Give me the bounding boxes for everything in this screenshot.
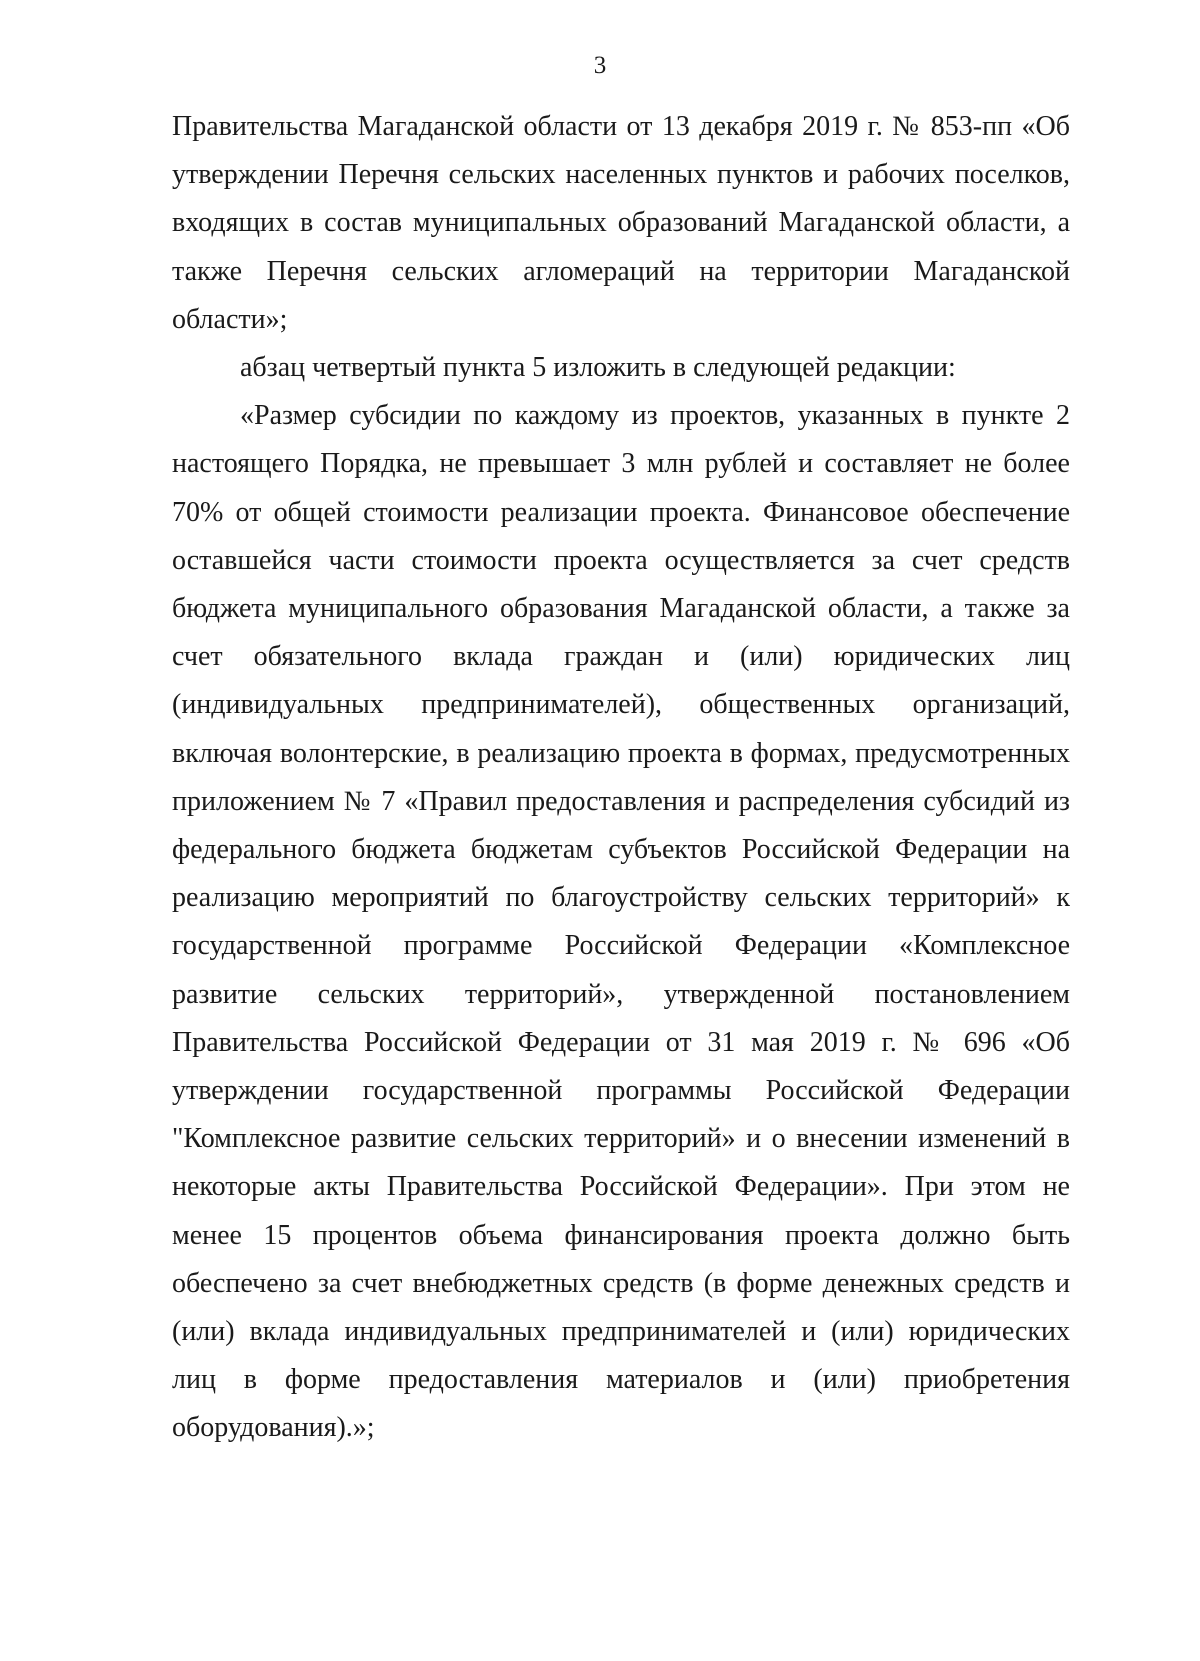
page-number: 3 (593, 52, 607, 79)
paragraph-instruction: абзац четвертый пункта 5 изложить в следующей редакции: (240, 352, 956, 384)
document-body (172, 103, 1070, 1453)
paragraph-continuation: Правительства Магаданской области от 13 декабря 2019 г. № 853-пп «Об утверждении Перечня сельских населенных пунктов и рабочих поселков, входящих в состав муниципальных образований Магаданской области, а также Перечня сельских агломераций на территории Магаданской области»; (172, 111, 1070, 335)
paragraph-amendment-text: «Размер субсидии по каждому из проектов, указанных в пункте 2 настоящего Порядка, не превышает 3 млн рублей и составляет не более 70% от общей стоимости реализации проекта. Финансовое обеспечение оставшейся части стоимости проекта осуществляется за счет средств бюджета муниципального образования Магаданской области, а также за счет обязательного вклада граждан и (или) юридических лиц (индивидуальных предпринимателей), общественных организаций, включая волонтерские, в реализацию проекта в формах, предусмотренных приложением № 7 «Правил предоставления и распределения субсидий из федерального бюджета бюджетам субъектов Российской Федерации на реализацию мероприятий по благоустройству сельских территорий» к государственной программе Российской Федерации «Комплексное развитие сельских территорий», утвержденной постановлением Правительства Российской Федерации от 31 мая 2019 г. № 696 «Об утверждении государственной программы Российской Федерации "Комплексное развитие сельских территорий» и о внесении изменений в некоторые акты Правительства Российской Федерации». При этом не менее 15 процентов объема финансирования проекта должно быть обеспечено за счет внебюджетных средств (в форме денежных средств и (или) вклада индивидуальных предпринимателей и (или) юридических лиц в форме предоставления материалов и (или) приобретения оборудования).»; (172, 400, 1070, 1444)
